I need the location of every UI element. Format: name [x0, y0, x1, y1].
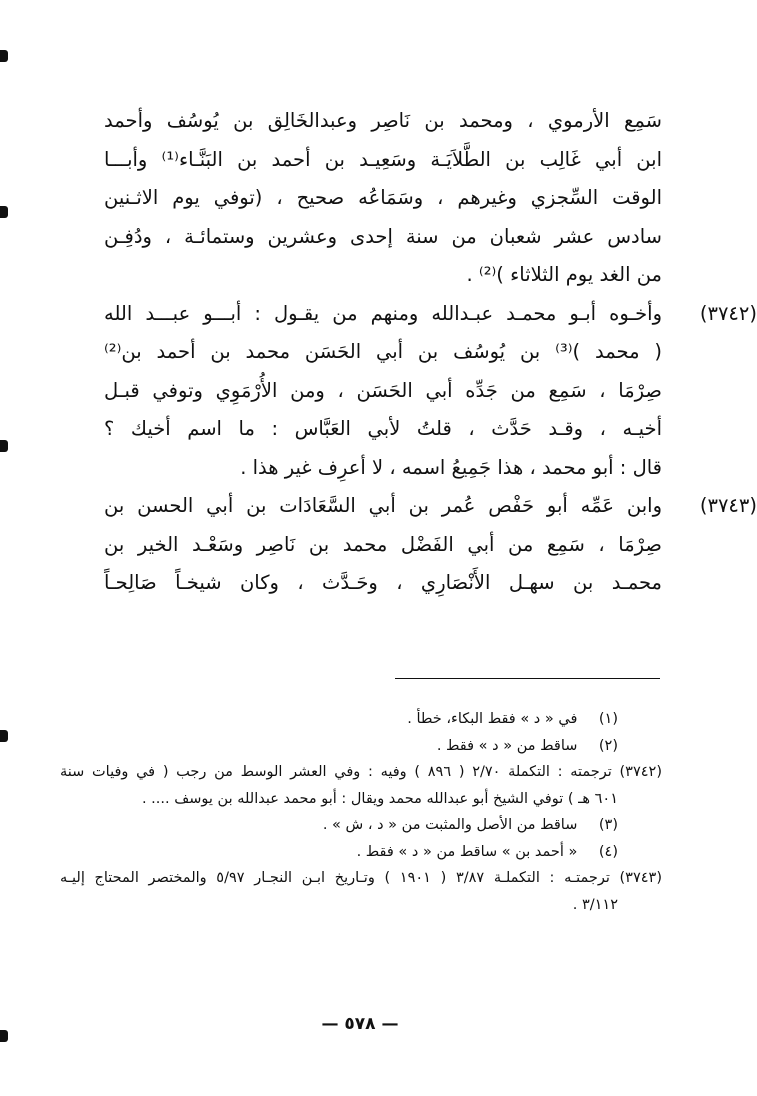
footnote-divider — [395, 678, 660, 679]
footnote-text: ساقط من « د » فقط . — [436, 737, 578, 754]
text-line: أخيـه ، وقـد حَدَّث ، قلتُ لأبي العَبَّاس : ما اسم أخيك ؟ — [104, 417, 662, 440]
footnotes — [60, 706, 662, 918]
footnote-number: (٣) — [598, 817, 618, 833]
footnote-text: ٦٠١ هـ ) توفي الشيخ أبو عبدالله محمد ويقال : أبو محمد عبدالله بن يوسف .... . — [141, 790, 618, 807]
footnote-text: (٣٧٤٢) ترجمته : التكملة ٢/٧٠ ( ٨٩٦ ) وفيه : وفي العشر الوسط من رجب ( في وفيات سنة — [60, 764, 662, 780]
footnote — [60, 839, 662, 866]
footnote — [60, 733, 662, 760]
scan-margin-mark — [0, 730, 8, 742]
footnote-text: ٣/١١٢ . — [572, 896, 618, 913]
text-line: محمـد بن سهـل الأَنْصَارِي ، وحَـدَّث ، وكان شيخـاً صَالِحـاً — [104, 571, 662, 594]
scan-margin-mark — [0, 440, 8, 452]
scan-margin-mark — [0, 50, 8, 62]
footnote-text: ساقط من الأصل والمثبت من « د ، ش » . — [322, 817, 578, 833]
entry-continuation — [104, 102, 662, 295]
scan-margin-mark — [0, 206, 8, 218]
page-number: — ٥٧٨ — — [321, 1014, 399, 1034]
text-line: صِرْمَا ، سَمِع من جَدِّه أبي الحَسَن ، ومن الأُرْمَوِي وتوفي قبـل — [104, 378, 662, 402]
footnote-number: (١) — [598, 711, 618, 727]
text-line: الوقت السِّجزي وغيرهم ، وسَمَاعُه صحيح ، (توفي يوم الاثـنين — [104, 186, 662, 209]
footnote — [60, 706, 662, 733]
text-line: ( محمد )⁽³⁾ بن يُوسُف بن أبي الحَسَن محمد بن أحمد بن⁽²⁾ — [104, 340, 662, 363]
main-text — [104, 102, 757, 603]
footnote-number: (٢) — [598, 737, 618, 754]
entry-3743 — [104, 487, 757, 603]
entry-number: (٣٧٤٣) — [699, 494, 757, 517]
text-line: سادس عشر شعبان من سنة إحدى وعشرين وستمائـة ، ودُفِـن — [104, 224, 662, 248]
text-line: ابن أبي غَالِب بن الطَّلاَيَـة وسَعِيـد بن أحمد بن البَنَّـاء⁽¹⁾ وأبـــا — [104, 147, 662, 171]
entry-number: (٣٧٤٢) — [699, 301, 757, 325]
text-line: من الغد يوم الثلاثاء )⁽²⁾ . — [466, 263, 662, 286]
footnote-text: (٣٧٤٣) ترجمتـه : التكملـة ٣/٨٧ ( ١٩٠١ ) وتـاريخ ابـن النجـار ٥/٩٧ والمختصر المحتاج إليـه — [60, 870, 662, 886]
text-line: سَمِع الأرموي ، ومحمد بن نَاصِر وعبدالخَالِق بن يُوسُف وأحمد — [104, 109, 662, 132]
entry-3742 — [104, 295, 757, 488]
text-line: قال : أبو محمد ، هذا جَمِيعُ اسمه ، لا أعرِف غير هذا . — [240, 455, 662, 479]
text-line: وابن عَمِّه أبو حَفْص عُمر بن أبي السَّعَادَات بن أبي الحسن بن — [104, 494, 662, 517]
text-line: صِرْمَا ، سَمِع من أبي الفَضْل محمد بن نَاصِر وسَعْـد الخير بن — [104, 532, 662, 556]
footnote-text: في « د » فقط البكاء، خطأ . — [407, 711, 578, 727]
text-line: وأخـوه أبـو محمـد عبـدالله ومنهم من يقـول : أبـــو عبـــد الله — [104, 301, 662, 325]
scan-margin-mark — [0, 1030, 8, 1042]
footnote — [60, 812, 662, 839]
footnote-text: « أحمد بن » ساقط من « د » فقط . — [356, 843, 578, 860]
footnote-number: (٤) — [598, 843, 618, 860]
